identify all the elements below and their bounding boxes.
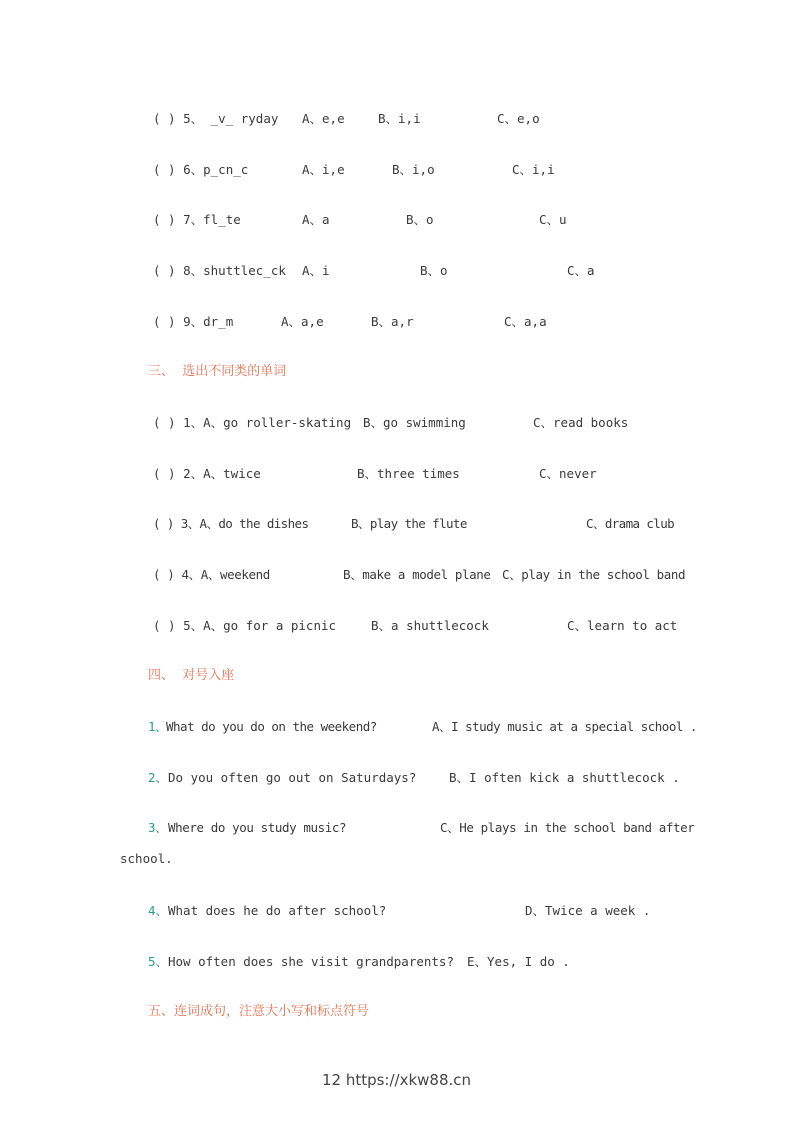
option-b: B、o bbox=[406, 212, 434, 227]
answer-text: A、I study music at a special school . bbox=[432, 719, 697, 734]
answer-text: C、He plays in the school band after bbox=[440, 820, 695, 835]
option-c: C、u bbox=[539, 212, 567, 227]
question-text: How often does she visit grandparents? bbox=[168, 954, 454, 969]
option-c: C、a bbox=[567, 263, 595, 278]
option-b: B、go swimming bbox=[363, 415, 466, 430]
question-prompt: ( ) 5、 _v_ ryday bbox=[153, 111, 279, 126]
option-b: B、play the flute bbox=[351, 516, 467, 531]
option-a: A、a,e bbox=[281, 314, 324, 329]
question-text: What do you do on the weekend? bbox=[166, 719, 377, 734]
option-a: A、i,e bbox=[302, 162, 345, 177]
question-prompt: ( ) 6、p_cn_c bbox=[153, 162, 249, 177]
question-text: Where do you study music? bbox=[168, 820, 347, 835]
option-c: C、e,o bbox=[497, 111, 540, 126]
item-number: 1、 bbox=[148, 719, 168, 734]
question-prompt: ( ) 4、A、weekend bbox=[153, 567, 270, 582]
item-number: 5、 bbox=[148, 954, 169, 969]
option-b: B、three times bbox=[357, 466, 460, 481]
question-text: Do you often go out on Saturdays? bbox=[168, 770, 417, 785]
question-text: What does he do after school? bbox=[168, 903, 387, 918]
question-prompt: ( ) 2、A、twice bbox=[153, 466, 261, 481]
item-number: 3、 bbox=[148, 820, 168, 835]
option-c: C、drama club bbox=[586, 516, 675, 531]
question-prompt: ( ) 7、fl_te bbox=[153, 212, 241, 227]
answer-text: D、Twice a week . bbox=[525, 903, 651, 918]
item-number: 4、 bbox=[148, 903, 169, 918]
option-b: B、i,i bbox=[378, 111, 421, 126]
option-c: C、a,a bbox=[504, 314, 547, 329]
item-number: 2、 bbox=[148, 770, 169, 785]
option-a: A、i bbox=[302, 263, 330, 278]
answer-text: B、I often kick a shuttlecock . bbox=[449, 770, 680, 785]
option-c: C、play in the school band bbox=[502, 567, 686, 582]
section-heading: 三、 选出不同类的单词 bbox=[148, 364, 287, 379]
option-b: B、a shuttlecock bbox=[371, 618, 489, 633]
option-b: B、i,o bbox=[392, 162, 435, 177]
footer-url: https://xkw88.cn bbox=[345, 1071, 472, 1089]
page-footer bbox=[0, 1071, 793, 1089]
option-b: B、a,r bbox=[371, 314, 414, 329]
question-prompt: ( ) 5、A、go for a picnic bbox=[153, 618, 337, 633]
option-a: A、a bbox=[302, 212, 330, 227]
option-c: C、read books bbox=[533, 415, 629, 430]
section-heading: 五、连词成句，注意大小写和标点符号 bbox=[148, 1004, 370, 1019]
question-prompt: ( ) 8、shuttlec_ck bbox=[153, 263, 286, 278]
option-b: B、o bbox=[420, 263, 448, 278]
question-prompt: ( ) 1、A、go roller-skating bbox=[153, 415, 352, 430]
option-c: C、learn to act bbox=[567, 618, 678, 633]
page-number: 12 bbox=[321, 1071, 342, 1089]
option-b: B、make a model plane bbox=[343, 567, 491, 582]
option-c: C、never bbox=[539, 466, 597, 481]
question-prompt: ( ) 9、dr_m bbox=[153, 314, 234, 329]
option-c: C、i,i bbox=[512, 162, 555, 177]
question-prompt: ( ) 3、A、do the dishes bbox=[153, 516, 309, 531]
section-heading: 四、 对号入座 bbox=[148, 668, 235, 683]
option-a: A、e,e bbox=[302, 111, 345, 126]
answer-text: E、Yes, I do . bbox=[467, 954, 570, 969]
answer-continuation: school. bbox=[120, 851, 173, 866]
